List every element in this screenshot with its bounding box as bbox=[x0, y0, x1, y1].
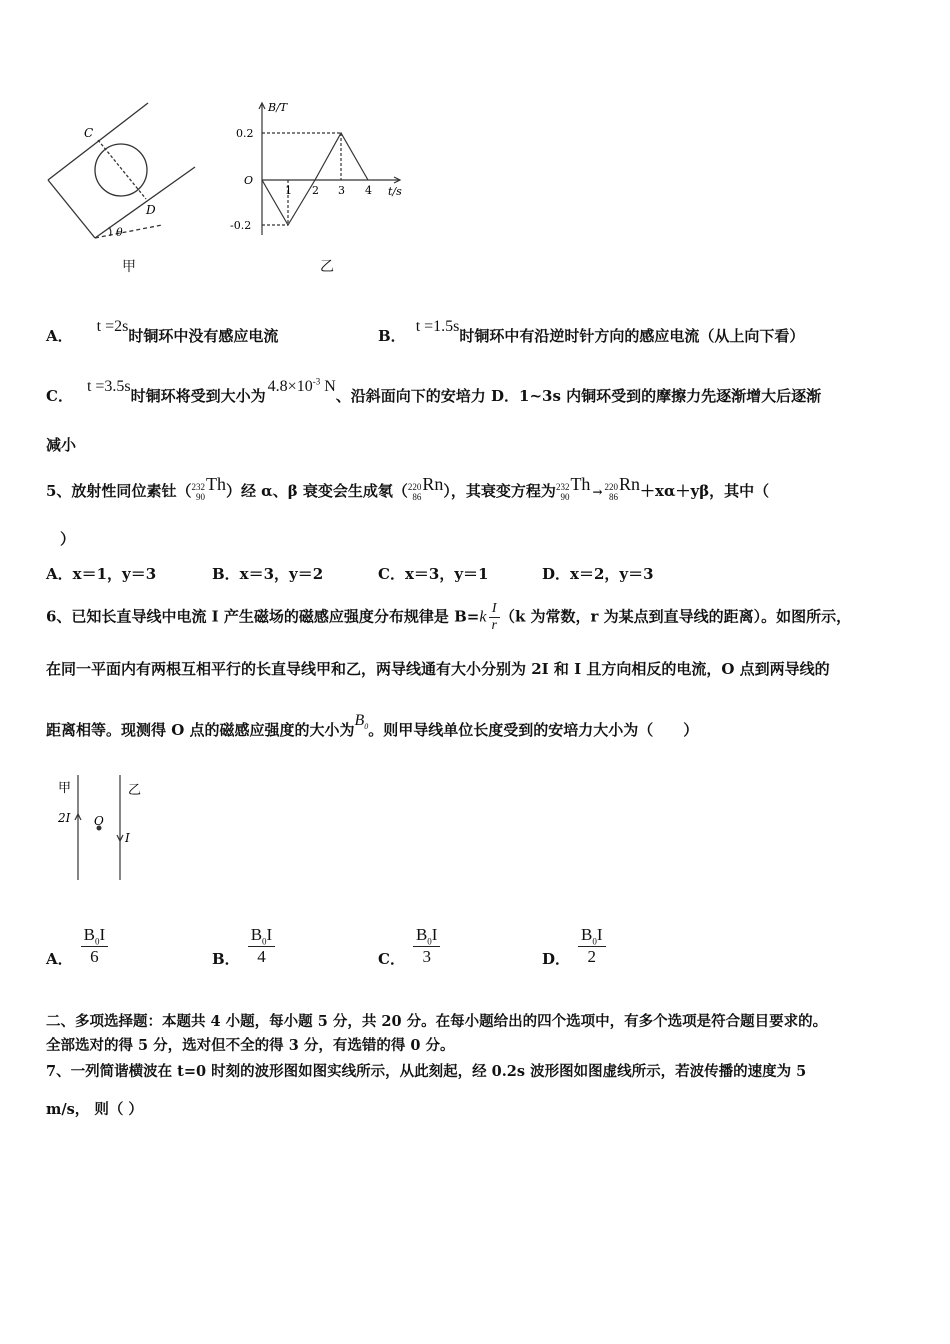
frac-num: $B_0I$ bbox=[81, 925, 109, 947]
nuclide-th: 232 90 Th bbox=[191, 474, 226, 502]
q5-option-b[interactable]: B．x＝3，y＝2 bbox=[212, 565, 324, 583]
point-c-label: C bbox=[84, 126, 94, 140]
q5-close-paren: ） bbox=[60, 530, 76, 548]
formula-force: $4.8\times 10^{-3}$ N bbox=[267, 376, 336, 395]
graph-xtick: 4 bbox=[365, 184, 372, 197]
graph-y-label: B/T bbox=[268, 101, 288, 114]
figure-bt-graph bbox=[222, 95, 412, 240]
frac-num: $B_0I$ bbox=[578, 925, 606, 947]
q4-option-c[interactable]: C．t =3.5s时铜环将受到大小为$4.8\times 10^{-3}$ N、沿斜面向下的安培力 D．1~3s 内铜环受到的摩擦力先逐渐增大后逐渐 bbox=[46, 376, 822, 405]
nuclide-rn: 220 86 Rn bbox=[407, 474, 444, 502]
symbol-b0: $B_0$ bbox=[354, 712, 369, 732]
q5-option-d[interactable]: D．x＝2，y＝3 bbox=[542, 565, 654, 583]
q5-option-c[interactable]: C．x＝3，y＝1 bbox=[378, 565, 489, 583]
figure-parallel-wires bbox=[48, 770, 158, 885]
fraction-i-over-r: $\frac{I}{r}$ bbox=[488, 601, 499, 634]
q6-line-1: 6、已知长直导线中电流 I 产生磁场的磁感应强度分布规律是 B=k $\frac{I}{r}$ （k 为常数，r 为某点到直导线的距离）。如图所示， bbox=[46, 601, 852, 633]
formula-t2: t =2s bbox=[96, 318, 129, 335]
q5-option-a[interactable]: A．x＝1，y＝3 bbox=[46, 565, 157, 583]
q4-option-b[interactable]: B．t =1.5s时铜环中有沿逆时针方向的感应电流（从上向下看） bbox=[378, 318, 805, 345]
q6-option-d[interactable]: D． $\frac{B_0I}{2}$ bbox=[542, 925, 606, 967]
graph-x-label: t/s bbox=[388, 185, 402, 198]
q4-option-a[interactable]: A．t =2s时铜环中没有感应电流 bbox=[46, 318, 279, 345]
formula-t15: t =1.5s bbox=[415, 318, 460, 335]
graph-origin: O bbox=[244, 174, 254, 187]
wire-yi-label: 乙 bbox=[128, 783, 142, 798]
arrow-icon: → bbox=[592, 485, 603, 499]
q6-option-a[interactable]: A． $\frac{B_0I}{6}$ bbox=[46, 925, 108, 967]
q4-option-d[interactable]: D．1~3s 内铜环受到的摩擦力先逐渐增大后逐渐 bbox=[491, 387, 822, 405]
figure-incline bbox=[40, 95, 210, 255]
wire-jia-label: 甲 bbox=[58, 781, 72, 796]
point-d-label: D bbox=[146, 203, 156, 217]
angle-label: θ bbox=[116, 226, 123, 239]
graph-ytick: 0.2 bbox=[236, 127, 254, 140]
q4-option-d-cont: 减小 bbox=[46, 436, 77, 454]
q7-line-2: m/s， 则（ ） bbox=[46, 1101, 143, 1118]
q5-stem: 5、放射性同位素钍（ 232 90 Th）经 α、β 衰变会生成氡（ 220 86 Rn），其衰变方程为 232 90 Th → 220 86 Rn＋xα＋yβ，其中（ bbox=[46, 474, 770, 502]
section-2-heading: 二、多项选择题：本题共 4 小题，每小题 5 分，共 20 分。在每小题给出的四个选项中，有多个选项是符合题目要求的。 bbox=[46, 1013, 828, 1030]
q6-option-c[interactable]: C． $\frac{B_0I}{3}$ bbox=[378, 925, 440, 967]
formula-t35: t =3.5s bbox=[86, 378, 131, 395]
frac-num: $B_0I$ bbox=[248, 925, 276, 947]
point-o-label: O bbox=[94, 814, 104, 828]
nuclide-rn: 220 86 Rn bbox=[604, 474, 641, 502]
current-i-label: I bbox=[125, 831, 130, 845]
q6-option-b[interactable]: B． $\frac{B_0I}{4}$ bbox=[212, 925, 275, 967]
figure-jia-caption: 甲 bbox=[122, 260, 136, 275]
nuclide-th: 232 90 Th bbox=[555, 474, 591, 502]
q7-line-1: 7、一列简谐横波在 t=0 时刻的波形图如图实线所示，从此刻起，经 0.2s 波形图如图虚线所示，若波传播的速度为 5 bbox=[46, 1063, 807, 1080]
graph-xtick: 1 bbox=[285, 184, 292, 197]
graph-xtick: 3 bbox=[338, 184, 345, 197]
q6-line-2: 在同一平面内有两根互相平行的长直导线甲和乙，两导线通有大小分别为 2I 和 I 且方向相反的电流，O 点到两导线的 bbox=[46, 660, 830, 678]
graph-xtick: 2 bbox=[312, 184, 319, 197]
figure-yi-caption: 乙 bbox=[320, 260, 334, 275]
section-2-rules: 全部选对的得 5 分，选对但不全的得 3 分，有选错的得 0 分。 bbox=[46, 1037, 455, 1054]
q6-line-3: 距离相等。现测得 O 点的磁感应强度的大小为$B_0$。则甲导线单位长度受到的安培力大小为（ ） bbox=[46, 712, 699, 739]
graph-ytick: -0.2 bbox=[230, 219, 252, 232]
frac-num: $B_0I$ bbox=[413, 925, 441, 947]
current-2i-label: 2I bbox=[58, 811, 71, 825]
